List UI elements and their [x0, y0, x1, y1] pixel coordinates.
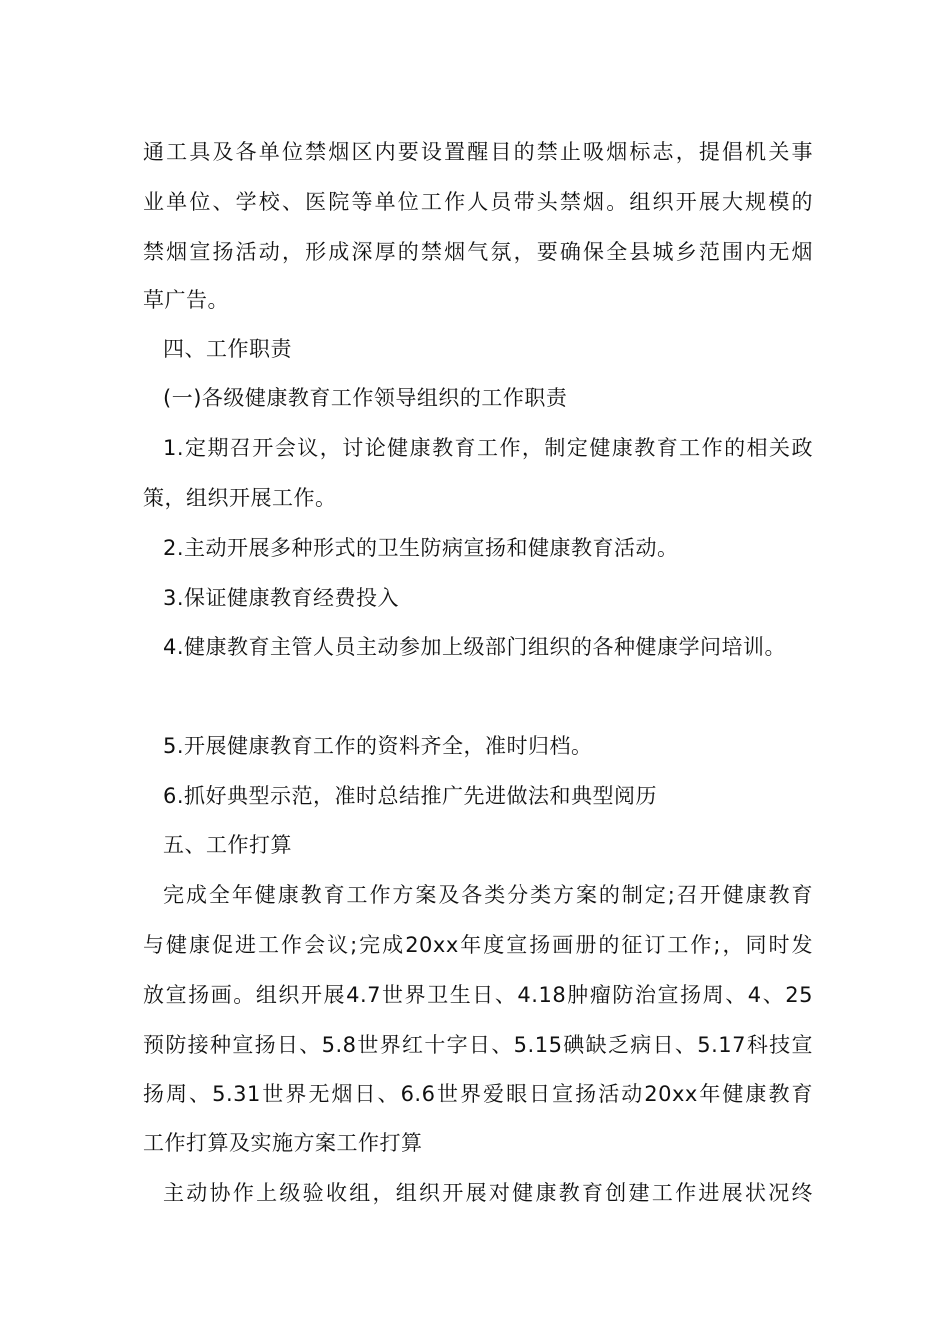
- list-item: 5.开展健康教育工作的资料齐全，准时归档。: [163, 734, 593, 758]
- paragraph-line: 工作打算及实施方案工作打算: [143, 1131, 423, 1155]
- subsection-heading: (一)各级健康教育工作领导组织的工作职责: [163, 386, 568, 410]
- list-item: 3.保证健康教育经费投入: [163, 586, 400, 610]
- list-item: 6.抓好典型示范，准时总结推广先进做法和典型阅历: [163, 784, 658, 808]
- list-item: 2.主动开展多种形式的卫生防病宣扬和健康教育活动。: [163, 536, 679, 560]
- list-item: 4.健康教育主管人员主动参加上级部门组织的各种健康学问培训。: [163, 635, 787, 659]
- paragraph-line: 业单位、学校、医院等单位工作人员带头禁烟。组织开展大规模的: [143, 190, 813, 214]
- paragraph-line: 扬周、5.31世界无烟日、6.6世界爱眼日宣扬活动20xx年健康教育: [143, 1082, 813, 1106]
- paragraph-line: 草广告。: [143, 288, 229, 312]
- paragraph-line: 禁烟宣扬活动，形成深厚的禁烟气氛，要确保全县城乡范围内无烟: [143, 240, 813, 264]
- paragraph-line: 与健康促进工作会议;完成20xx年度宣扬画册的征订工作;，同时发: [143, 933, 813, 957]
- paragraph-line: 完成全年健康教育工作方案及各类分类方案的制定;召开健康教育: [163, 883, 813, 907]
- section-heading: 五、工作打算: [163, 833, 292, 857]
- paragraph-line: 放宣扬画。组织开展4.7世界卫生日、4.18肿瘤防治宣扬周、4、25: [143, 983, 813, 1007]
- section-heading: 四、工作职责: [163, 337, 292, 361]
- paragraph-line: 预防接种宣扬日、5.8世界红十字日、5.15碘缺乏病日、5.17科技宣: [143, 1033, 813, 1057]
- paragraph-line: 通工具及各单位禁烟区内要设置醒目的禁止吸烟标志，提倡机关事: [143, 140, 813, 164]
- list-item-line: 策，组织开展工作。: [143, 486, 337, 510]
- list-item-line: 1.定期召开会议，讨论健康教育工作，制定健康教育工作的相关政: [163, 436, 813, 460]
- paragraph-line: 主动协作上级验收组，组织开展对健康教育创建工作进展状况终: [163, 1181, 813, 1205]
